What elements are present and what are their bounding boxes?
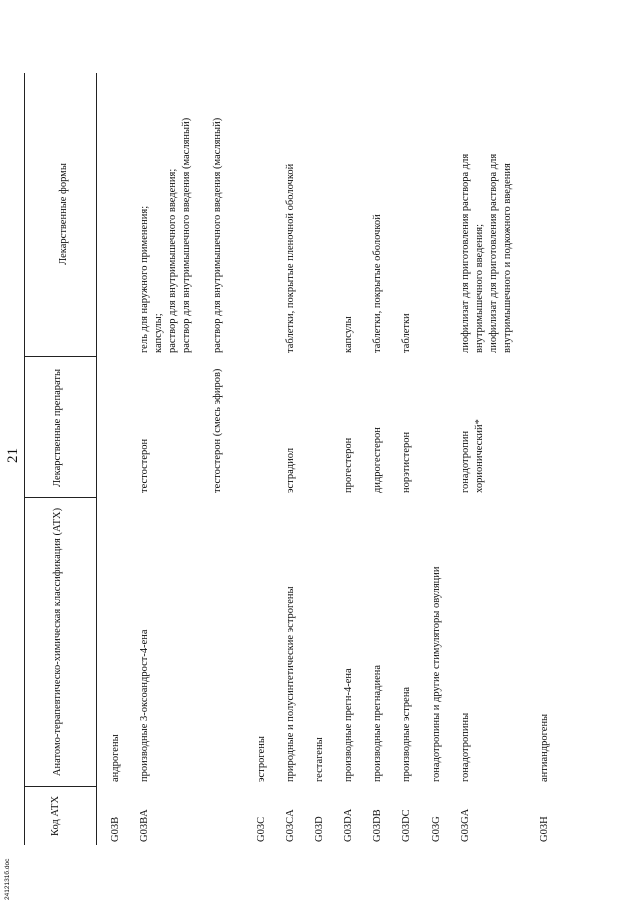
- row-classification: гонадотропины и другие стимуляторы овуляции: [431, 566, 442, 782]
- table-top-rule: [24, 73, 25, 845]
- row-form-line: раствор для внутримышечного введения;: [167, 168, 178, 353]
- row-drug: норэтистерон: [401, 431, 412, 493]
- header-forms: Лекарственные формы: [58, 163, 69, 265]
- row-classification: природные и полусинтетические эстрогены: [285, 586, 296, 782]
- column-divider: [24, 786, 96, 787]
- row-classification: эстрогены: [256, 736, 267, 782]
- column-divider: [24, 356, 96, 357]
- row-drug: эстрадиол: [285, 447, 296, 493]
- page-number: 21: [5, 448, 21, 463]
- row-code: G03CA: [285, 809, 296, 842]
- row-form-line: таблетки: [401, 313, 412, 353]
- row-form-line: таблетки, покрытые пленочной оболочкой: [285, 163, 296, 353]
- row-form-line: раствор для внутримышечного введения (масляный): [181, 117, 192, 353]
- footer-document-code: 2412131б.doc: [4, 858, 11, 900]
- row-drug: гонадотропин хорионический*: [460, 419, 485, 493]
- row-classification: производные 3-оксоандрост-4-ена: [139, 629, 150, 782]
- row-code: G03C: [256, 816, 267, 842]
- row-classification: производные прегнадиена: [372, 664, 383, 782]
- row-code: G03G: [431, 816, 442, 842]
- row-classification: производные эстрена: [401, 686, 412, 782]
- row-form-line: капсулы;: [153, 313, 164, 353]
- row-classification: производные прегн-4-ена: [343, 668, 354, 782]
- row-drug: тестостерон: [139, 438, 150, 493]
- row-code: G03BA: [139, 809, 150, 842]
- row-classification: андрогены: [110, 734, 121, 782]
- row-classification: антиандрогены: [539, 713, 550, 782]
- row-code: G03DB: [372, 809, 383, 842]
- row-drug: тестостерон (смесь эфиров): [212, 368, 223, 493]
- header-code: Код АТХ: [50, 795, 61, 837]
- row-form-line: гель для наружного применения;: [139, 205, 150, 353]
- row-code: G03D: [314, 816, 325, 842]
- row-form-line: капсулы: [343, 316, 354, 353]
- row-form-line: лиофилизат для приготовления раствора для внутримышечного введения;: [460, 153, 485, 353]
- column-divider: [24, 497, 96, 498]
- row-code: G03DA: [343, 808, 354, 842]
- row-code: G03GA: [460, 808, 471, 842]
- header-classification: Анатомо-терапевтическо-химическая классификация (АТХ): [52, 507, 63, 777]
- row-form-line: лиофилизат для приготовления раствора для внутримышечного и подкожного введения: [488, 153, 513, 353]
- row-form-line: таблетки, покрытые оболочкой: [372, 214, 383, 353]
- table-header-rule: [96, 73, 97, 845]
- row-code: G03H: [539, 816, 550, 842]
- row-code: G03DC: [401, 809, 412, 842]
- header-drugs: Лекарственные препараты: [52, 368, 63, 488]
- row-form-line: раствор для внутримышечного введения (масляный): [212, 117, 223, 353]
- row-classification: гестагены: [314, 737, 325, 782]
- row-drug: дидрогестерон: [372, 427, 383, 493]
- row-classification: гонадотропины: [460, 712, 471, 782]
- row-code: G03B: [110, 816, 121, 842]
- row-drug: прогестерон: [343, 437, 354, 493]
